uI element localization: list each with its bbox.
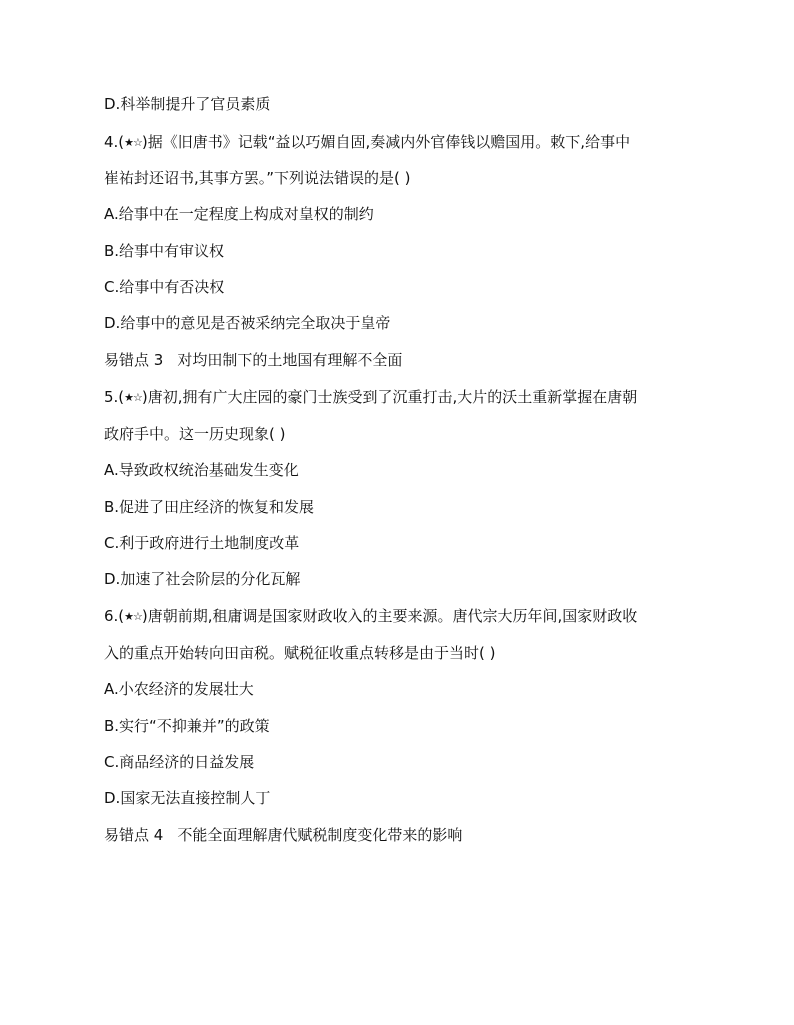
section-label: 易错点 4 <box>104 826 164 844</box>
q6-stem-line1 <box>104 606 637 627</box>
q4-number: 4.( <box>104 133 125 151</box>
difficulty-star-icon: ★☆ <box>124 391 142 404</box>
q6-stem-text: )唐朝前期,租庸调是国家财政收入的主要来源。唐代宗大历年间,国家财政收 <box>141 607 638 625</box>
section-text: 不能全面理解唐代赋税制度变化带来的影响 <box>177 826 463 844</box>
difficulty-star-icon: ★☆ <box>124 136 142 149</box>
q4-option-b: B.给事中有审议权 <box>104 242 225 260</box>
q6-option-b: B.实行“不抑兼并”的政策 <box>104 717 270 735</box>
q4-option-c: C.给事中有否决权 <box>104 278 225 296</box>
q4-stem-line1 <box>104 132 630 153</box>
q6-number: 6.( <box>104 607 125 625</box>
difficulty-star-icon: ★☆ <box>124 610 142 623</box>
section-heading-3 <box>104 350 402 370</box>
q5-option-c: C.利于政府进行土地制度改革 <box>104 534 300 552</box>
q5-stem-line2: 政府手中。这一历史现象( ) <box>104 425 286 443</box>
q5-stem-text: )唐初,拥有广大庄园的豪门士族受到了沉重打击,大片的沃土重新掌握在唐朝 <box>141 388 638 406</box>
q6-option-c: C.商品经济的日益发展 <box>104 753 255 771</box>
q4-stem-text: )据《旧唐书》记载“益以巧媚自固,奏减内外官俸钱以赡国用。敕下,给事中 <box>141 133 631 151</box>
section-text: 对均田制下的土地国有理解不全面 <box>177 351 403 369</box>
q5-number: 5.( <box>104 388 125 406</box>
q6-option-d: D.国家无法直接控制人丁 <box>104 789 271 807</box>
q6-stem-line2: 入的重点开始转向田亩税。赋税征收重点转移是由于当时( ) <box>104 644 496 662</box>
section-label: 易错点 3 <box>104 351 164 369</box>
q4-option-a: A.给事中在一定程度上构成对皇权的制约 <box>104 205 374 223</box>
q6-option-a: A.小农经济的发展壮大 <box>104 680 254 698</box>
q5-option-d: D.加速了社会阶层的分化瓦解 <box>104 570 301 588</box>
q3-option-d: D.科举制提升了官员素质 <box>104 95 271 113</box>
q5-stem-line1 <box>104 387 637 408</box>
q4-stem-line2: 崔祐封还诏书,其事方罢。”下列说法错误的是( ) <box>104 169 411 187</box>
q5-option-a: A.导致政权统治基础发生变化 <box>104 461 299 479</box>
q5-option-b: B.促进了田庄经济的恢复和发展 <box>104 498 315 516</box>
section-heading-4 <box>104 825 462 845</box>
q4-option-d: D.给事中的意见是否被采纳完全取决于皇帝 <box>104 314 391 332</box>
